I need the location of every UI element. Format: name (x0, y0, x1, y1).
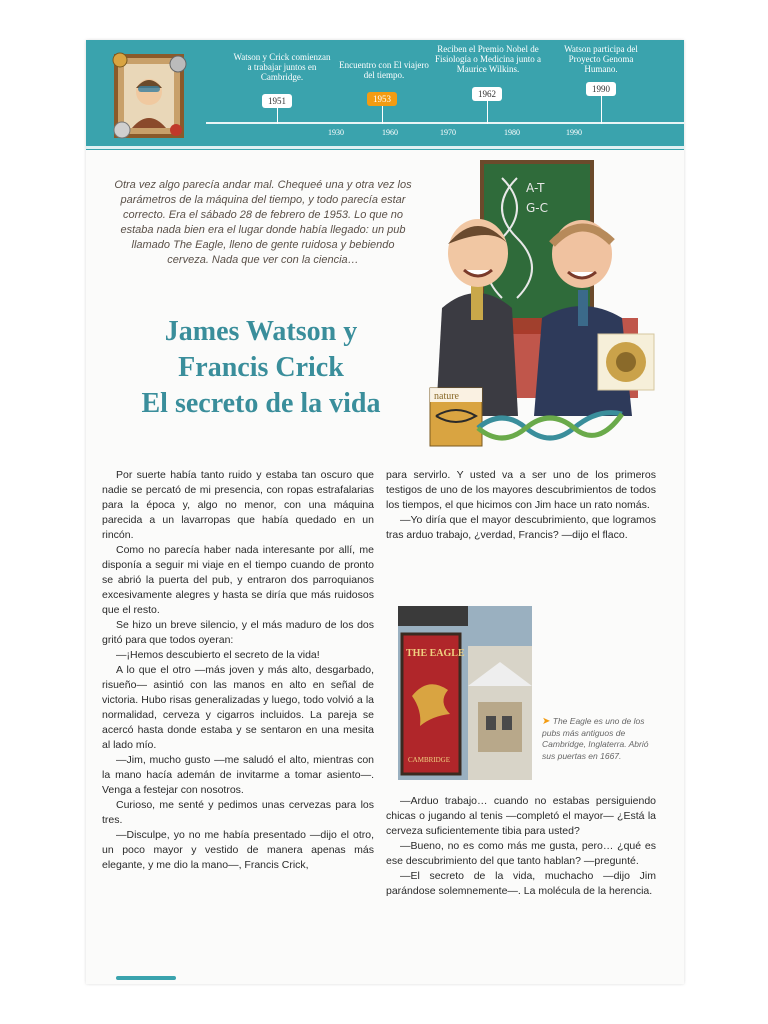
body-paragraph: Como no parecía haber nada interesante por allí, me disponía a seguir mi viaje en el tiempo cuando de pronto se abrió la puerta del pub, y entraron dos parroquianos excesivamente alegres y hasta se diría que más ruidosos que el resto. (102, 544, 374, 616)
board-text: G-C (526, 201, 549, 215)
timeline-tick-label: 1970 (440, 128, 456, 137)
timeline-year-badge: 1951 (262, 94, 292, 108)
intro-paragraph: Otra vez algo parecía andar mal. Chequeé una y otra vez los parámetros de la máquina del tiempo, y todo parecía estar correcto. Era el sábado 28 de febrero de 1953. Lo que no estaba nada bien era el lugar donde había llegado: un pub llamado The Eagle, lleno de gente ruidosa y bebiendo cerveza. Nada que ver con la ciencia… (114, 179, 412, 266)
timeline-tick-label: 1990 (566, 128, 582, 137)
body-paragraph: —El secreto de la vida, muchacho —dijo Jim parándose solemnemente—. La molécula de la herencia. (386, 870, 656, 897)
body-paragraph: —Bueno, no es como más me gusta, pero… ¿qué es ese descubrimiento del que tanto hablan? —pregunté. (386, 840, 656, 867)
watson-crick-illustration (422, 158, 658, 448)
book-page (86, 40, 684, 984)
body-column-left (102, 468, 374, 873)
pub-sign-name: THE EAGLE (406, 648, 465, 659)
chapter-title-line: El secreto de la vida (141, 388, 381, 419)
pub-sign-city: CAMBRIDGE (408, 756, 451, 764)
time-traveler-portrait-image (110, 50, 188, 142)
body-paragraph: —Disculpe, yo no me había presentado —dijo el otro, un poco mayor y vestido de manera apenas más elegante, y me dio la mano—, Francis Crick, (102, 829, 374, 871)
board-text: A-T (526, 181, 545, 195)
chapter-title-line: Francis Crick (178, 352, 344, 383)
timeline-year-badge: 1990 (586, 82, 616, 96)
timeline-tick-label: 1960 (382, 128, 398, 137)
caption-arrow-icon: ➤ (542, 716, 551, 727)
body-column-right-top (386, 468, 656, 543)
body-paragraph: —Yo diría que el mayor descubrimiento, que logramos tras arduo trabajo, ¿verdad, Francis? —dijo el flaco. (386, 514, 656, 541)
body-paragraph: Por suerte había tanto ruido y estaba tan oscuro que nadie se percató de mi presencia, con ropas estrafalarias para la época y, algo no menor, con una máquina parecida a un lavarropas que había quedado en un rincón. (102, 469, 374, 541)
timeline-tick-label: 1930 (328, 128, 344, 137)
timeline-stem (601, 96, 602, 124)
timeline-event-text: Watson participa del Proyecto Genoma Humano. (564, 44, 638, 74)
timeline-stem (487, 101, 488, 124)
body-paragraph: —¡Hemos descubierto el secreto de la vida! (116, 649, 320, 661)
photo-caption-text: The Eagle es uno de los pubs más antiguos de Cambridge, Inglaterra. Abrió sus puertas en 1667. (542, 716, 649, 761)
chapter-title (106, 314, 416, 422)
timeline-stem (277, 108, 278, 124)
body-paragraph: —Arduo trabajo… cuando no estabas persiguiendo chicas o jugando al tenis —completó el mayor— ¿Está la cerveza suficientemente tibia para usted? (386, 795, 656, 837)
timeline-year-badge-highlighted: 1953 (367, 92, 397, 106)
footer-accent-bar (116, 976, 176, 980)
timeline-event-text: Encuentro con El viajero del tiempo. (339, 60, 429, 80)
body-paragraph: Curioso, me senté y pedimos unas cervezas para los tres. (102, 799, 374, 826)
timeline-stem (382, 106, 383, 124)
body-paragraph: Se hizo un breve silencio, y el más maduro de los dos gritó para que todos oyeran: (102, 619, 374, 646)
body-paragraph: —Jim, mucho gusto —me saludó el alto, mientras con la mano hacía ademán de invitarme a tomar asiento—. Venga a festejar con nosotros. (102, 754, 374, 796)
timeline-tick-label: 1980 (504, 128, 520, 137)
photo-caption (542, 716, 652, 762)
band-border (86, 146, 684, 149)
timeline-event-text: Reciben el Premio Nobel de Fisiología o Medicina junto a Maurice Wilkins. (435, 44, 541, 74)
body-paragraph: A lo que el otro —más joven y más alto, desgarbado, risueño— asintió con las manos en alto en señal de victoria. Hubo risas generalizadas y luego, todo volvió a la normalidad, cerveza y cigarros incluidos. La pareja se acercó hasta donde estaba y se sentaron en una mesita al lado mío. (102, 664, 374, 751)
body-column-right-bottom (386, 794, 656, 899)
timeline-year-badge: 1962 (472, 87, 502, 101)
the-eagle-pub-photo (398, 606, 532, 780)
magazine-title: nature (434, 391, 459, 402)
body-paragraph: para servirlo. Y usted va a ser uno de los primeros testigos de uno de los mayores descubrimientos de todos los tiempos, el que hicimos con Jim hace un rato nomás. (386, 469, 656, 511)
chapter-title-line: James Watson y (164, 316, 358, 347)
timeline-event-text: Watson y Crick comienzan a trabajar juntos en Cambridge. (233, 52, 331, 82)
timeline-band (86, 40, 684, 150)
